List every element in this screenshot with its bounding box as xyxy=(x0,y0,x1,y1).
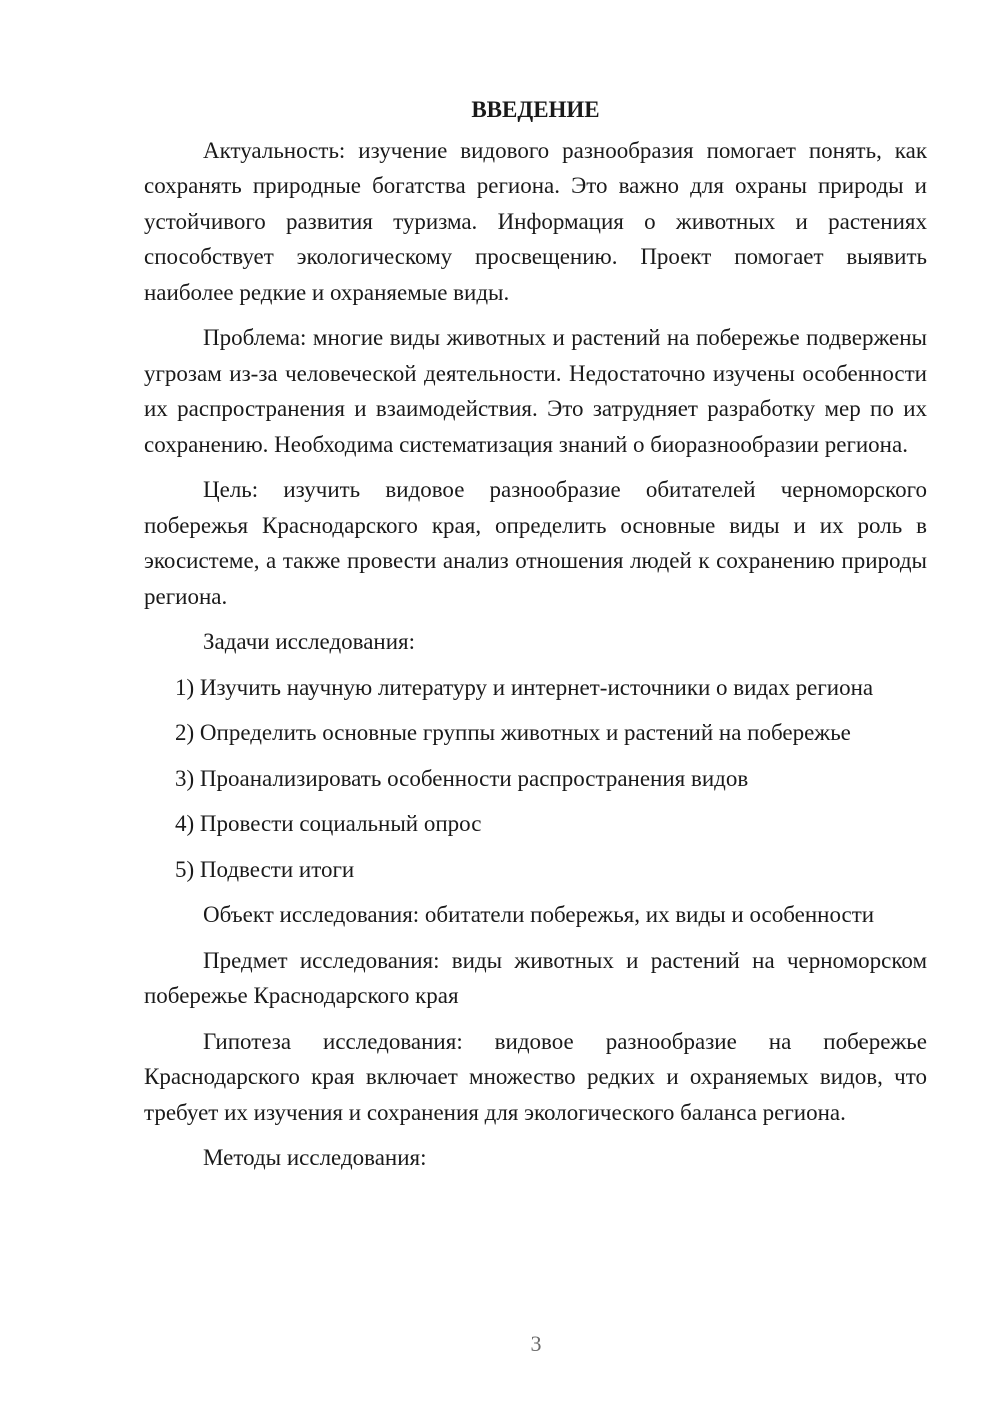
task-item-2: 2) Определить основные группы животных и растений на побережье xyxy=(175,720,851,745)
task-item-3: 3) Проанализировать особенности распространения видов xyxy=(175,765,749,791)
relevance-paragraph: Актуальность: изучение видового разнообразия помогает понять, как сохранять природные богатства региона. Это важно для охраны природы и устойчивого развития туризма. Информация о животных и растениях способствует экологическому просвещению. Проект помогает выявить наиболее редкие и охраняемые виды. xyxy=(144,137,927,305)
object-paragraph: Объект исследования: обитатели побережья, их виды и особенности xyxy=(203,902,875,927)
hypothesis-paragraph: Гипотеза исследования: видовое разнообразие на побережье Краснодарского края включает множество редких и охраняемых видов, что требует их изучения и сохранения для экологического баланса региона. xyxy=(144,1028,927,1125)
page-title: ВВЕДЕНИЕ xyxy=(471,97,600,122)
subject-paragraph: Предмет исследования: виды животных и растений на черноморском побережье Краснодарского края xyxy=(144,947,927,1008)
methods-heading: Методы исследования: xyxy=(203,1145,427,1170)
problem-paragraph: Проблема: многие виды животных и растений на побережье подвержены угрозам из-за человеческой деятельности. Недостаточно изучены особенности их распространения и взаимодействия. Это затрудняет разработку мер по их сохранению. Необходима систематизация знаний о биоразнообразии региона. xyxy=(144,325,927,457)
document-page xyxy=(144,92,927,1186)
task-item-5: 5) Подвести итоги xyxy=(175,856,355,882)
page-number: 3 xyxy=(530,1331,542,1356)
goal-paragraph: Цель: изучить видовое разнообразие обитателей черноморского побережья Краснодарского края, определить основные виды и их роль в экосистеме, а также провести анализ отношения людей к сохранению природы региона. xyxy=(144,477,927,609)
tasks-heading: Задачи исследования: xyxy=(203,629,416,654)
task-item-4: 4) Провести социальный опрос xyxy=(175,811,482,836)
task-item-1: 1) Изучить научную литературу и интернет-источники о видах региона xyxy=(175,674,874,700)
